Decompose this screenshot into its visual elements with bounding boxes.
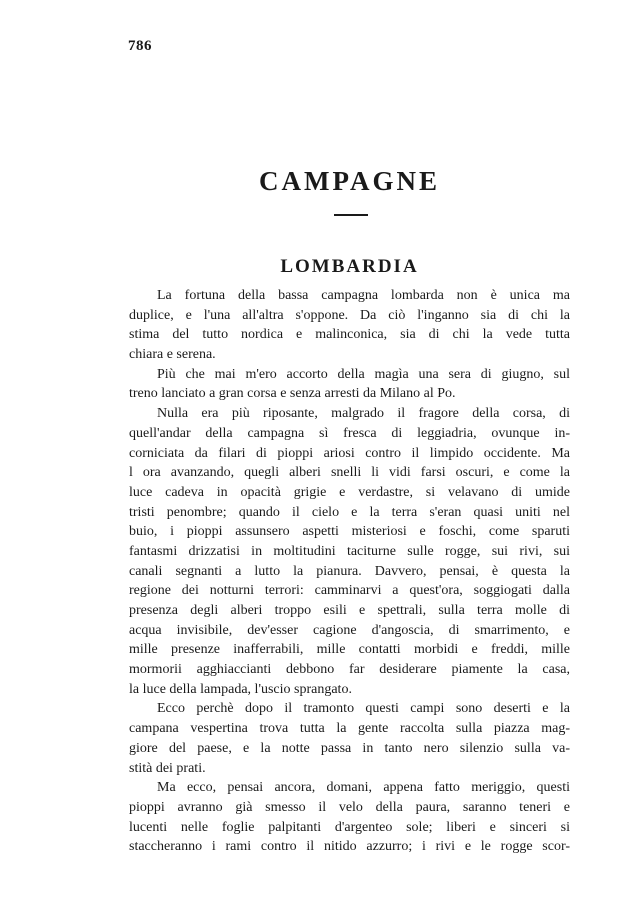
text-line: campana vespertina trova tutta la gente raccolta sulla piazza mag- (129, 721, 570, 737)
text-line: regione dei notturni terrori: camminarvi a quest'ora, soggiogati dalla (129, 583, 570, 599)
text-line: Ecco perchè dopo il tramonto questi campi sono deserti e la (157, 701, 570, 717)
title-rule (334, 214, 368, 216)
text-line: stima del tutto nordica e malinconica, sia di chi la vede tutta (129, 327, 570, 343)
text-line: chiara e serena. (129, 347, 216, 363)
text-line: corniciata da filari di pioppi ariosi contro il limpido occidente. Ma (129, 445, 570, 461)
text-line: Ma ecco, pensai ancora, domani, appena fatto meriggio, questi (157, 780, 570, 796)
text-line: lucenti nelle foglie palpitanti d'argenteo sole; liberi e sinceri si (129, 819, 570, 835)
chapter-title: CAMPAGNE (259, 166, 440, 196)
text-line: Più che mai m'ero accorto della magìa una sera di giugno, sul (157, 366, 570, 382)
body-text (129, 286, 570, 857)
text-line: buio, i pioppi assunsero aspetti misteriosi e foschi, come sparuti (129, 524, 570, 540)
text-line: canali segnanti a lutto la pianura. Davvero, pensai, è questa la (129, 563, 570, 579)
text-line: duplice, e l'una all'altra s'oppone. Da ciò l'inganno sia di chi la (129, 307, 570, 323)
text-line: staccheranno i rami contro il nitido azzurro; i rivi e le rogge scor- (129, 839, 570, 855)
text-line: treno lanciato a gran corsa e senza arresti da Milano al Po. (129, 386, 456, 402)
text-line: stità dei prati. (129, 760, 206, 776)
page-number: 786 (128, 38, 152, 54)
text-line: la luce della lampada, l'uscio sprangato. (129, 681, 352, 697)
text-line: La fortuna della bassa campagna lombarda non è unica ma (157, 288, 570, 303)
text-line: presenza degli alberi troppo esili e spettrali, sulla terra molle di (129, 603, 570, 618)
text-line: mille presenze inafferrabili, mille contatti morbidi e freddi, mille (129, 642, 570, 658)
section-title: LOMBARDIA (280, 256, 419, 277)
text-line: l ora avanzando, quegli alberi snelli li vidi farsi oscuri, e come la (129, 465, 570, 481)
text-line: luce cadeva in opacità grigie e verdastre, si velavano di umide (129, 484, 570, 500)
text-line: Nulla era più riposante, malgrado il fragore della corsa, di (157, 406, 570, 422)
text-line: acqua invisibile, dev'esser cagione d'angoscia, di smarrimento, e (129, 622, 570, 638)
text-line: giore del paese, e la notte passa in tanto nero silenzio sulla va- (129, 740, 570, 756)
text-line: fantasmi drizzatisi in moltitudini taciturne sulle rogge, sui rivi, sui (129, 543, 570, 559)
text-line: mormorii agghiaccianti debbono far desiderare piamente la casa, (129, 662, 570, 678)
text-line: pioppi avranno già smesso il velo della paura, saranno teneri e (129, 799, 570, 815)
text-line: quell'andar della campagna sì fresca di leggiadria, ovunque in- (129, 425, 570, 441)
text-line: tristi penombre; quando il cielo e la terra s'eran quasi uniti nel (129, 504, 570, 520)
